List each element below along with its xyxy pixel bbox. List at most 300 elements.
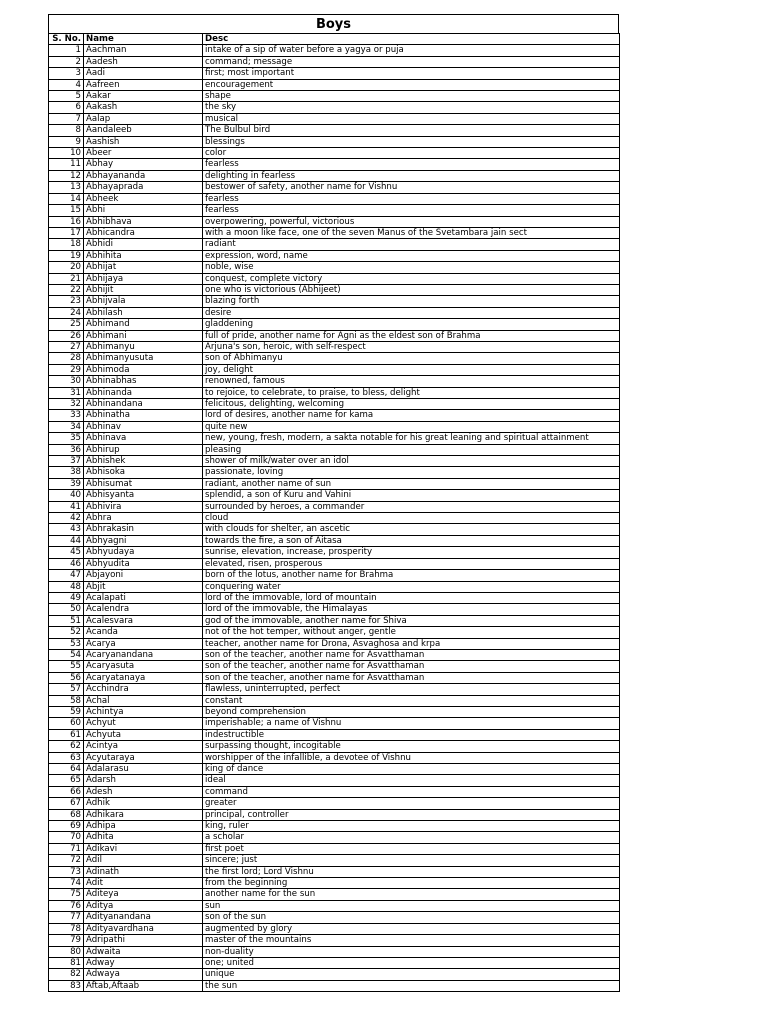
row-number: 68 <box>49 809 84 820</box>
table-row <box>49 296 620 307</box>
desc-cell: one who is victorious (Abhijeet) <box>203 284 620 295</box>
table-row <box>49 421 620 432</box>
name-cell: Adway <box>84 957 203 968</box>
row-number: 63 <box>49 752 84 763</box>
row-number: 6 <box>49 102 84 113</box>
table-row <box>49 535 620 546</box>
row-number: 38 <box>49 467 84 478</box>
row-number: 83 <box>49 980 84 991</box>
name-cell: Aftab,Aftaab <box>84 980 203 991</box>
desc-cell: surrounded by heroes, a commander <box>203 501 620 512</box>
desc-cell: renowned, famous <box>203 376 620 387</box>
name-cell: Abhihita <box>84 250 203 261</box>
table-row <box>49 262 620 273</box>
table-row <box>49 843 620 854</box>
table-row <box>49 524 620 535</box>
row-number: 44 <box>49 535 84 546</box>
row-number: 4 <box>49 79 84 90</box>
table-row <box>49 764 620 775</box>
row-number: 79 <box>49 935 84 946</box>
name-cell: Adil <box>84 855 203 866</box>
name-cell: Abhay <box>84 159 203 170</box>
row-number: 49 <box>49 592 84 603</box>
desc-cell: lord of desires, another name for kama <box>203 410 620 421</box>
name-cell: Abhinandana <box>84 399 203 410</box>
row-number: 76 <box>49 900 84 911</box>
name-cell: Acyutaraya <box>84 752 203 763</box>
desc-cell: towards the fire, a son of Aitasa <box>203 535 620 546</box>
table-row <box>49 433 620 444</box>
table-row <box>49 456 620 467</box>
table-row <box>49 387 620 398</box>
desc-cell: command <box>203 786 620 797</box>
name-cell: Adhita <box>84 832 203 843</box>
name-cell: Abhisumat <box>84 478 203 489</box>
row-number: 10 <box>49 148 84 159</box>
name-cell: Abhijit <box>84 284 203 295</box>
row-number: 13 <box>49 182 84 193</box>
desc-cell: indestructible <box>203 729 620 740</box>
row-number: 34 <box>49 421 84 432</box>
desc-cell: cloud <box>203 513 620 524</box>
desc-cell: from the beginning <box>203 878 620 889</box>
name-cell: Adityanandana <box>84 912 203 923</box>
desc-cell: fearless <box>203 205 620 216</box>
desc-cell: lord of the immovable, lord of mountain <box>203 592 620 603</box>
table-row <box>49 513 620 524</box>
table-row <box>49 809 620 820</box>
desc-cell: joy, delight <box>203 364 620 375</box>
row-number: 55 <box>49 661 84 672</box>
table-row <box>49 490 620 501</box>
table-row <box>49 79 620 90</box>
name-cell: Abhisyanta <box>84 490 203 501</box>
name-cell: Aadesh <box>84 56 203 67</box>
name-cell: Abjit <box>84 581 203 592</box>
table-row <box>49 878 620 889</box>
name-cell: Abheek <box>84 193 203 204</box>
desc-cell: greater <box>203 798 620 809</box>
name-cell: Abhijvala <box>84 296 203 307</box>
row-number: 37 <box>49 456 84 467</box>
row-number: 24 <box>49 307 84 318</box>
table-row <box>49 136 620 147</box>
name-cell: Abhicandra <box>84 227 203 238</box>
row-number: 8 <box>49 125 84 136</box>
name-cell: Aakash <box>84 102 203 113</box>
desc-cell: king of dance <box>203 764 620 775</box>
table-row <box>49 969 620 980</box>
desc-cell: color <box>203 148 620 159</box>
desc-cell: splendid, a son of Kuru and Vahini <box>203 490 620 501</box>
row-number: 7 <box>49 113 84 124</box>
desc-cell: blazing forth <box>203 296 620 307</box>
table-row <box>49 592 620 603</box>
row-number: 70 <box>49 832 84 843</box>
desc-cell: master of the mountains <box>203 935 620 946</box>
desc-cell: flawless, uninterrupted, perfect <box>203 684 620 695</box>
table-row <box>49 284 620 295</box>
row-number: 57 <box>49 684 84 695</box>
name-cell: Adalarasu <box>84 764 203 775</box>
row-number: 23 <box>49 296 84 307</box>
desc-cell: delighting in fearless <box>203 170 620 181</box>
table-row <box>49 478 620 489</box>
desc-cell: to rejoice, to celebrate, to praise, to bless, delight <box>203 387 620 398</box>
desc-cell: with clouds for shelter, an ascetic <box>203 524 620 535</box>
name-cell: Adhik <box>84 798 203 809</box>
desc-cell: a scholar <box>203 832 620 843</box>
name-cell: Abhyudaya <box>84 547 203 558</box>
desc-cell: son of the teacher, another name for Asvatthaman <box>203 649 620 660</box>
name-cell: Acalendra <box>84 604 203 615</box>
table-row <box>49 125 620 136</box>
name-cell: Abhra <box>84 513 203 524</box>
desc-cell: conquest, complete victory <box>203 273 620 284</box>
name-cell: Aadi <box>84 68 203 79</box>
table-row <box>49 570 620 581</box>
row-number: 36 <box>49 444 84 455</box>
row-number: 45 <box>49 547 84 558</box>
desc-cell: born of the lotus, another name for Brahma <box>203 570 620 581</box>
row-number: 29 <box>49 364 84 375</box>
desc-cell: sincere; just <box>203 855 620 866</box>
table-row <box>49 558 620 569</box>
row-number: 65 <box>49 775 84 786</box>
row-number: 48 <box>49 581 84 592</box>
name-cell: Abhijat <box>84 262 203 273</box>
desc-cell: son of the sun <box>203 912 620 923</box>
header-row <box>49 34 620 45</box>
row-number: 41 <box>49 501 84 512</box>
row-number: 11 <box>49 159 84 170</box>
table-row <box>49 935 620 946</box>
row-number: 22 <box>49 284 84 295</box>
desc-cell: augmented by glory <box>203 923 620 934</box>
name-cell: Achintya <box>84 706 203 717</box>
table-row <box>49 866 620 877</box>
row-number: 71 <box>49 843 84 854</box>
table-row <box>49 330 620 341</box>
table-row <box>49 193 620 204</box>
table-row <box>49 581 620 592</box>
row-number: 14 <box>49 193 84 204</box>
desc-cell: intake of a sip of water before a yagya or puja <box>203 45 620 56</box>
row-number: 80 <box>49 946 84 957</box>
name-cell: Abjayoni <box>84 570 203 581</box>
name-cell: Abhidi <box>84 239 203 250</box>
row-number: 75 <box>49 889 84 900</box>
name-cell: Adwaita <box>84 946 203 957</box>
desc-cell: pleasing <box>203 444 620 455</box>
row-number: 51 <box>49 615 84 626</box>
row-number: 33 <box>49 410 84 421</box>
table-row <box>49 319 620 330</box>
row-number: 54 <box>49 649 84 660</box>
row-number: 78 <box>49 923 84 934</box>
column-header-desc: Desc <box>203 34 620 45</box>
row-number: 9 <box>49 136 84 147</box>
table-row <box>49 307 620 318</box>
table-row <box>49 341 620 352</box>
desc-cell: the first lord; Lord Vishnu <box>203 866 620 877</box>
column-header-sno: S. No. <box>49 34 84 45</box>
desc-cell: beyond comprehension <box>203 706 620 717</box>
desc-cell: the sun <box>203 980 620 991</box>
name-cell: Adinath <box>84 866 203 877</box>
row-number: 73 <box>49 866 84 877</box>
name-cell: Adhikara <box>84 809 203 820</box>
table-row <box>49 752 620 763</box>
desc-cell: ideal <box>203 775 620 786</box>
desc-cell: fearless <box>203 159 620 170</box>
name-cell: Abhimoda <box>84 364 203 375</box>
desc-cell: musical <box>203 113 620 124</box>
table-row <box>49 627 620 638</box>
row-number: 30 <box>49 376 84 387</box>
table-row <box>49 912 620 923</box>
row-number: 19 <box>49 250 84 261</box>
table-row <box>49 467 620 478</box>
desc-cell: command; message <box>203 56 620 67</box>
name-cell: Abhrakasin <box>84 524 203 535</box>
name-cell: Abhijaya <box>84 273 203 284</box>
desc-cell: new, young, fresh, modern, a sakta notable for his great leaning and spiritual attainment <box>203 433 620 444</box>
table-row <box>49 216 620 227</box>
desc-cell: overpowering, powerful, victorious <box>203 216 620 227</box>
row-number: 53 <box>49 638 84 649</box>
name-cell: Aakar <box>84 91 203 102</box>
row-number: 61 <box>49 729 84 740</box>
desc-cell: another name for the sun <box>203 889 620 900</box>
name-cell: Abhisoka <box>84 467 203 478</box>
row-number: 66 <box>49 786 84 797</box>
table-row <box>49 227 620 238</box>
desc-cell: unique <box>203 969 620 980</box>
name-cell: Aalap <box>84 113 203 124</box>
table-row <box>49 182 620 193</box>
desc-cell: shape <box>203 91 620 102</box>
name-cell: Abhinatha <box>84 410 203 421</box>
row-number: 25 <box>49 319 84 330</box>
desc-cell: worshipper of the infallible, a devotee of Vishnu <box>203 752 620 763</box>
desc-cell: son of the teacher, another name for Asvatthaman <box>203 661 620 672</box>
desc-cell: with a moon like face, one of the seven Manus of the Svetambara jain sect <box>203 227 620 238</box>
name-cell: Aandaleeb <box>84 125 203 136</box>
row-number: 17 <box>49 227 84 238</box>
name-cell: Abhinanda <box>84 387 203 398</box>
desc-cell: first poet <box>203 843 620 854</box>
table-row <box>49 946 620 957</box>
desc-cell: quite new <box>203 421 620 432</box>
desc-cell: lord of the immovable, the Himalayas <box>203 604 620 615</box>
row-number: 32 <box>49 399 84 410</box>
row-number: 31 <box>49 387 84 398</box>
desc-cell: not of the hot temper, without anger, gentle <box>203 627 620 638</box>
table-row <box>49 672 620 683</box>
name-cell: Aditya <box>84 900 203 911</box>
row-number: 3 <box>49 68 84 79</box>
name-cell: Adityavardhana <box>84 923 203 934</box>
table-row <box>49 832 620 843</box>
desc-cell: expression, word, name <box>203 250 620 261</box>
table-row <box>49 159 620 170</box>
table-row <box>49 980 620 991</box>
table-row <box>49 547 620 558</box>
desc-cell: first; most important <box>203 68 620 79</box>
name-cell: Abhirup <box>84 444 203 455</box>
name-cell: Abhimanyu <box>84 341 203 352</box>
desc-cell: noble, wise <box>203 262 620 273</box>
desc-cell: gladdening <box>203 319 620 330</box>
name-cell: Abhayananda <box>84 170 203 181</box>
desc-cell: sunrise, elevation, increase, prosperity <box>203 547 620 558</box>
table-row <box>49 718 620 729</box>
table-row <box>49 729 620 740</box>
name-cell: Acaryasuta <box>84 661 203 672</box>
name-cell: Adikavi <box>84 843 203 854</box>
desc-cell: constant <box>203 695 620 706</box>
desc-cell: the sky <box>203 102 620 113</box>
table-row <box>49 364 620 375</box>
desc-cell: shower of milk/water over an idol <box>203 456 620 467</box>
table-row <box>49 353 620 364</box>
name-cell: Adit <box>84 878 203 889</box>
name-cell: Acarya <box>84 638 203 649</box>
name-cell: Aditeya <box>84 889 203 900</box>
row-number: 50 <box>49 604 84 615</box>
desc-cell: desire <box>203 307 620 318</box>
row-number: 58 <box>49 695 84 706</box>
desc-cell: son of the teacher, another name for Asvatthaman <box>203 672 620 683</box>
row-number: 56 <box>49 672 84 683</box>
name-cell: Abhi <box>84 205 203 216</box>
table-row <box>49 923 620 934</box>
row-number: 21 <box>49 273 84 284</box>
name-cell: Adarsh <box>84 775 203 786</box>
name-cell: Abhinabhas <box>84 376 203 387</box>
row-number: 81 <box>49 957 84 968</box>
row-number: 18 <box>49 239 84 250</box>
sheet-title: Boys <box>48 14 619 33</box>
name-cell: Adwaya <box>84 969 203 980</box>
table-row <box>49 798 620 809</box>
table-row <box>49 205 620 216</box>
table-row <box>49 684 620 695</box>
table-row <box>49 45 620 56</box>
table-row <box>49 501 620 512</box>
name-cell: Achyut <box>84 718 203 729</box>
name-cell: Acaryatanaya <box>84 672 203 683</box>
row-number: 20 <box>49 262 84 273</box>
desc-cell: one; united <box>203 957 620 968</box>
name-cell: Abeer <box>84 148 203 159</box>
name-cell: Achyuta <box>84 729 203 740</box>
desc-cell: blessings <box>203 136 620 147</box>
name-cell: Acaryanandana <box>84 649 203 660</box>
row-number: 67 <box>49 798 84 809</box>
table-row <box>49 706 620 717</box>
table-row <box>49 649 620 660</box>
row-number: 59 <box>49 706 84 717</box>
desc-cell: non-duality <box>203 946 620 957</box>
table-row <box>49 148 620 159</box>
name-cell: Abhinav <box>84 421 203 432</box>
name-cell: Aachman <box>84 45 203 56</box>
desc-cell: radiant, another name of sun <box>203 478 620 489</box>
row-number: 39 <box>49 478 84 489</box>
name-cell: Acalapati <box>84 592 203 603</box>
row-number: 64 <box>49 764 84 775</box>
row-number: 77 <box>49 912 84 923</box>
desc-cell: son of Abhimanyu <box>203 353 620 364</box>
desc-cell: encouragement <box>203 79 620 90</box>
row-number: 74 <box>49 878 84 889</box>
table-row <box>49 661 620 672</box>
table-row <box>49 444 620 455</box>
desc-cell: fearless <box>203 193 620 204</box>
table-row <box>49 273 620 284</box>
table-row <box>49 91 620 102</box>
name-cell: Abhimani <box>84 330 203 341</box>
name-cell: Adripathi <box>84 935 203 946</box>
row-number: 47 <box>49 570 84 581</box>
row-number: 69 <box>49 821 84 832</box>
row-number: 5 <box>49 91 84 102</box>
table-row <box>49 56 620 67</box>
name-cell: Adesh <box>84 786 203 797</box>
desc-cell: king, ruler <box>203 821 620 832</box>
row-number: 72 <box>49 855 84 866</box>
desc-cell: passionate, loving <box>203 467 620 478</box>
table-row <box>49 775 620 786</box>
row-number: 62 <box>49 741 84 752</box>
name-cell: Abhimand <box>84 319 203 330</box>
table-row <box>49 239 620 250</box>
name-cell: Abhinava <box>84 433 203 444</box>
row-number: 2 <box>49 56 84 67</box>
row-number: 52 <box>49 627 84 638</box>
names-table <box>48 33 620 992</box>
table-row <box>49 399 620 410</box>
row-number: 82 <box>49 969 84 980</box>
row-number: 15 <box>49 205 84 216</box>
name-cell: Abhayaprada <box>84 182 203 193</box>
name-cell: Abhyudita <box>84 558 203 569</box>
table-row <box>49 604 620 615</box>
desc-cell: principal, controller <box>203 809 620 820</box>
name-cell: Acalesvara <box>84 615 203 626</box>
name-cell: Acanda <box>84 627 203 638</box>
table-row <box>49 102 620 113</box>
table-row <box>49 410 620 421</box>
table-row <box>49 170 620 181</box>
name-cell: Aafreen <box>84 79 203 90</box>
desc-cell: elevated, risen, prosperous <box>203 558 620 569</box>
name-cell: Adhipa <box>84 821 203 832</box>
name-cell: Abhishek <box>84 456 203 467</box>
name-cell: Abhibhava <box>84 216 203 227</box>
desc-cell: teacher, another name for Drona, Asvaghosa and krpa <box>203 638 620 649</box>
table-row <box>49 741 620 752</box>
table-row <box>49 786 620 797</box>
table-row <box>49 821 620 832</box>
name-cell: Acintya <box>84 741 203 752</box>
desc-cell: conquering water <box>203 581 620 592</box>
table-row <box>49 855 620 866</box>
table-row <box>49 638 620 649</box>
column-header-name: Name <box>84 34 203 45</box>
